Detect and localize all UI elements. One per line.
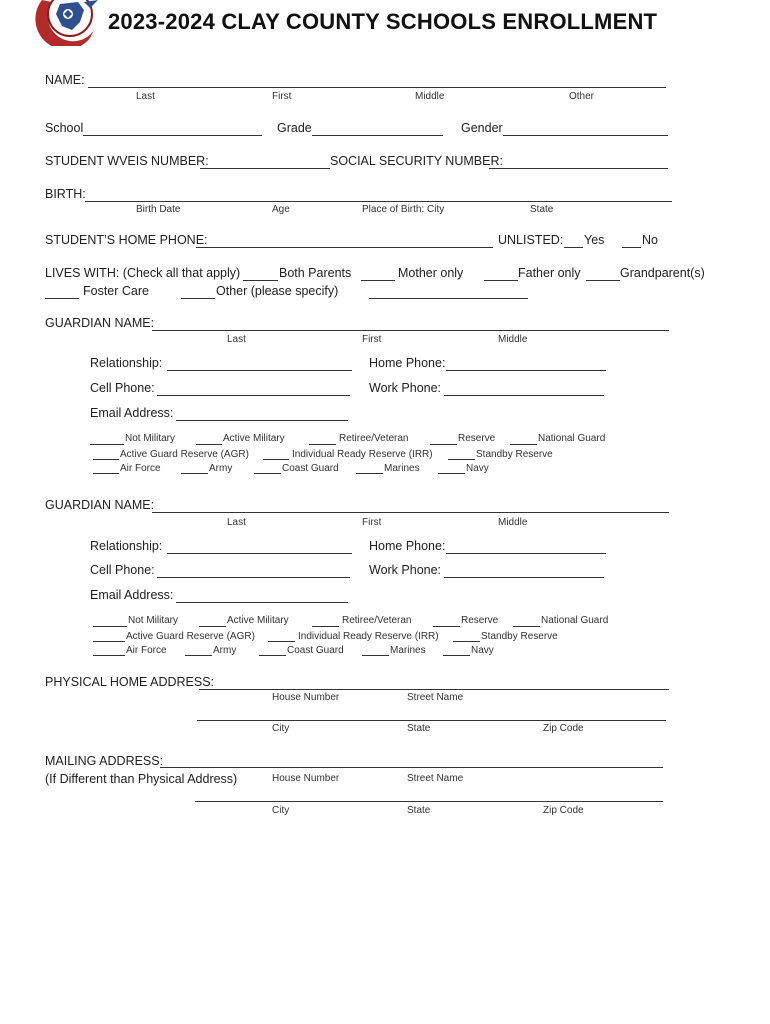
g2-irr-checkbox[interactable]: [268, 641, 295, 642]
other-specify-field[interactable]: [369, 298, 528, 299]
g1-active-military-checkbox[interactable]: [196, 444, 222, 445]
g2-retiree-checkbox[interactable]: [312, 626, 339, 627]
mother-only-label: Mother only: [398, 266, 464, 280]
physical-sub-state: State: [407, 723, 431, 734]
school-field[interactable]: [83, 135, 262, 136]
page-title: 2023-2024 CLAY COUNTY SCHOOLS ENROLLMENT: [108, 9, 658, 34]
both-parents-label: Both Parents: [279, 266, 352, 280]
g1-air-force-checkbox[interactable]: [93, 473, 119, 474]
unlisted-no-checkbox[interactable]: [622, 247, 641, 248]
name-label: NAME:: [45, 73, 85, 87]
g2-air-force-checkbox[interactable]: [93, 655, 125, 656]
birth-field[interactable]: [85, 201, 672, 202]
lives-with-label: LIVES WITH: (Check all that apply): [45, 266, 241, 280]
g1-army-label: Army: [209, 463, 233, 474]
other-checkbox[interactable]: [181, 298, 215, 299]
g2-standby-label: Standby Reserve: [481, 631, 558, 642]
guardian2-email-field[interactable]: [176, 602, 348, 603]
guardian2-cell-phone-label: Cell Phone:: [90, 563, 155, 577]
birth-sub-age: Age: [272, 204, 290, 215]
g1-marines-label: Marines: [384, 463, 420, 474]
guardian1-sub-first: First: [362, 334, 382, 345]
g2-air-force-label: Air Force: [126, 645, 167, 656]
unlisted-no-label: No: [642, 233, 658, 247]
g1-active-military-label: Active Military: [223, 433, 285, 444]
g2-standby-checkbox[interactable]: [453, 641, 480, 642]
g1-retiree-label: Retiree/Veteran: [339, 433, 409, 444]
grade-field[interactable]: [312, 135, 443, 136]
g2-reserve-label: Reserve: [461, 615, 499, 626]
guardian1-name-label: GUARDIAN NAME:: [45, 316, 155, 330]
g2-marines-checkbox[interactable]: [362, 655, 389, 656]
home-phone-label: STUDENT’S HOME PHONE:: [45, 233, 208, 247]
wveis-label: STUDENT WVEIS NUMBER:: [45, 154, 209, 168]
mailing-address-note: (If Different than Physical Address): [45, 772, 238, 786]
g2-navy-checkbox[interactable]: [443, 655, 470, 656]
physical-address-label: PHYSICAL HOME ADDRESS:: [45, 675, 215, 689]
mailing-address-line1-field[interactable]: [160, 767, 663, 768]
father-only-checkbox[interactable]: [484, 280, 518, 281]
guardian1-cell-phone-label: Cell Phone:: [90, 381, 155, 395]
mother-only-checkbox[interactable]: [361, 280, 395, 281]
both-parents-checkbox[interactable]: [243, 280, 278, 281]
g2-irr-label: Individual Ready Reserve (IRR): [298, 631, 439, 642]
unlisted-label: UNLISTED:: [498, 233, 564, 247]
guardian1-name-field[interactable]: [152, 330, 669, 331]
guardian1-email-label: Email Address:: [90, 406, 174, 420]
grandparents-checkbox[interactable]: [586, 280, 620, 281]
mailing-sub-city: City: [272, 805, 290, 816]
foster-care-label: Foster Care: [83, 284, 149, 298]
home-phone-field[interactable]: [196, 247, 493, 248]
name-sub-middle: Middle: [415, 91, 445, 102]
g1-irr-checkbox[interactable]: [263, 459, 289, 460]
unlisted-yes-checkbox[interactable]: [564, 247, 583, 248]
g1-standby-checkbox[interactable]: [448, 459, 475, 460]
name-field[interactable]: [88, 87, 666, 88]
mailing-sub-street-name: Street Name: [407, 773, 464, 784]
guardian1-cell-phone-field[interactable]: [157, 395, 350, 396]
g2-retiree-label: Retiree/Veteran: [342, 615, 412, 626]
guardian1-email-field[interactable]: [176, 420, 348, 421]
ssn-label: SOCIAL SECURITY NUMBER:: [330, 154, 503, 168]
physical-address-line1-field[interactable]: [199, 689, 669, 690]
g1-agr-checkbox[interactable]: [93, 459, 119, 460]
school-label: School: [45, 121, 84, 135]
birth-sub-state: State: [530, 204, 554, 215]
guardian1-relationship-field[interactable]: [167, 370, 352, 371]
clay-county-seal-logo: [34, 0, 102, 46]
mailing-sub-house-number: House Number: [272, 773, 340, 784]
mailing-address-label: MAILING ADDRESS:: [45, 754, 164, 768]
unlisted-yes-label: Yes: [584, 233, 605, 247]
guardian2-work-phone-field[interactable]: [444, 577, 604, 578]
g2-coast-guard-label: Coast Guard: [287, 645, 344, 656]
g1-army-checkbox[interactable]: [181, 473, 208, 474]
guardian2-sub-middle: Middle: [498, 517, 528, 528]
g2-agr-checkbox[interactable]: [93, 641, 125, 642]
g1-navy-checkbox[interactable]: [438, 473, 465, 474]
foster-care-checkbox[interactable]: [45, 298, 79, 299]
g1-coast-guard-checkbox[interactable]: [254, 473, 281, 474]
father-only-label: Father only: [518, 266, 581, 280]
guardian2-home-phone-label: Home Phone:: [369, 539, 446, 553]
g1-standby-label: Standby Reserve: [476, 449, 553, 460]
other-label: Other (please specify): [216, 284, 339, 298]
g1-national-guard-checkbox[interactable]: [510, 444, 537, 445]
guardian2-sub-last: Last: [227, 517, 246, 528]
mailing-address-line2-field[interactable]: [195, 801, 663, 802]
g1-navy-label: Navy: [466, 463, 489, 474]
g1-marines-checkbox[interactable]: [356, 473, 383, 474]
guardian2-cell-phone-field[interactable]: [157, 577, 350, 578]
grade-label: Grade: [277, 121, 312, 135]
gender-field[interactable]: [503, 135, 668, 136]
guardian1-work-phone-label: Work Phone:: [369, 381, 442, 395]
guardian2-work-phone-label: Work Phone:: [369, 563, 442, 577]
g2-national-guard-label: National Guard: [541, 615, 609, 626]
g1-reserve-label: Reserve: [458, 433, 496, 444]
g1-national-guard-label: National Guard: [538, 433, 606, 444]
guardian2-relationship-field[interactable]: [167, 553, 352, 554]
g2-coast-guard-checkbox[interactable]: [259, 655, 286, 656]
g2-active-military-label: Active Military: [227, 615, 289, 626]
guardian1-relationship-label: Relationship:: [90, 356, 163, 370]
g1-not-military-checkbox[interactable]: [90, 444, 124, 445]
g2-army-checkbox[interactable]: [185, 655, 212, 656]
g1-coast-guard-label: Coast Guard: [282, 463, 339, 474]
birth-sub-city: Place of Birth: City: [362, 204, 445, 215]
guardian1-sub-middle: Middle: [498, 334, 528, 345]
guardian2-name-field[interactable]: [152, 512, 669, 513]
ssn-field[interactable]: [489, 168, 668, 169]
name-sub-last: Last: [136, 91, 155, 102]
mailing-sub-zip: Zip Code: [543, 805, 584, 816]
name-sub-first: First: [272, 91, 292, 102]
g2-reserve-checkbox[interactable]: [433, 626, 460, 627]
g1-retiree-checkbox[interactable]: [309, 444, 336, 445]
physical-sub-house-number: House Number: [272, 692, 340, 703]
g1-air-force-label: Air Force: [120, 463, 161, 474]
g2-army-label: Army: [213, 645, 237, 656]
physical-sub-city: City: [272, 723, 290, 734]
guardian1-work-phone-field[interactable]: [444, 395, 604, 396]
g1-agr-label: Active Guard Reserve (AGR): [120, 449, 249, 460]
g1-reserve-checkbox[interactable]: [430, 444, 457, 445]
guardian1-sub-last: Last: [227, 334, 246, 345]
g2-marines-label: Marines: [390, 645, 426, 656]
g2-not-military-label: Not Military: [128, 615, 179, 626]
g2-national-guard-checkbox[interactable]: [513, 626, 540, 627]
guardian2-relationship-label: Relationship:: [90, 539, 163, 553]
g2-active-military-checkbox[interactable]: [199, 626, 226, 627]
guardian2-sub-first: First: [362, 517, 382, 528]
physical-sub-zip: Zip Code: [543, 723, 584, 734]
physical-address-line2-field[interactable]: [197, 720, 666, 721]
guardian1-home-phone-field[interactable]: [446, 370, 606, 371]
birth-sub-date: Birth Date: [136, 204, 181, 215]
guardian2-home-phone-field[interactable]: [446, 553, 606, 554]
physical-sub-street-name: Street Name: [407, 692, 464, 703]
g2-agr-label: Active Guard Reserve (AGR): [126, 631, 255, 642]
g2-navy-label: Navy: [471, 645, 494, 656]
wveis-field[interactable]: [200, 168, 330, 169]
birth-label: BIRTH:: [45, 187, 86, 201]
name-sub-other: Other: [569, 91, 595, 102]
grandparents-label: Grandparent(s): [620, 266, 705, 280]
g2-not-military-checkbox[interactable]: [93, 626, 127, 627]
g1-not-military-label: Not Military: [125, 433, 176, 444]
guardian2-email-label: Email Address:: [90, 588, 174, 602]
g1-irr-label: Individual Ready Reserve (IRR): [292, 449, 433, 460]
guardian1-home-phone-label: Home Phone:: [369, 356, 446, 370]
guardian2-name-label: GUARDIAN NAME:: [45, 498, 155, 512]
gender-label: Gender: [461, 121, 503, 135]
mailing-sub-state: State: [407, 805, 431, 816]
